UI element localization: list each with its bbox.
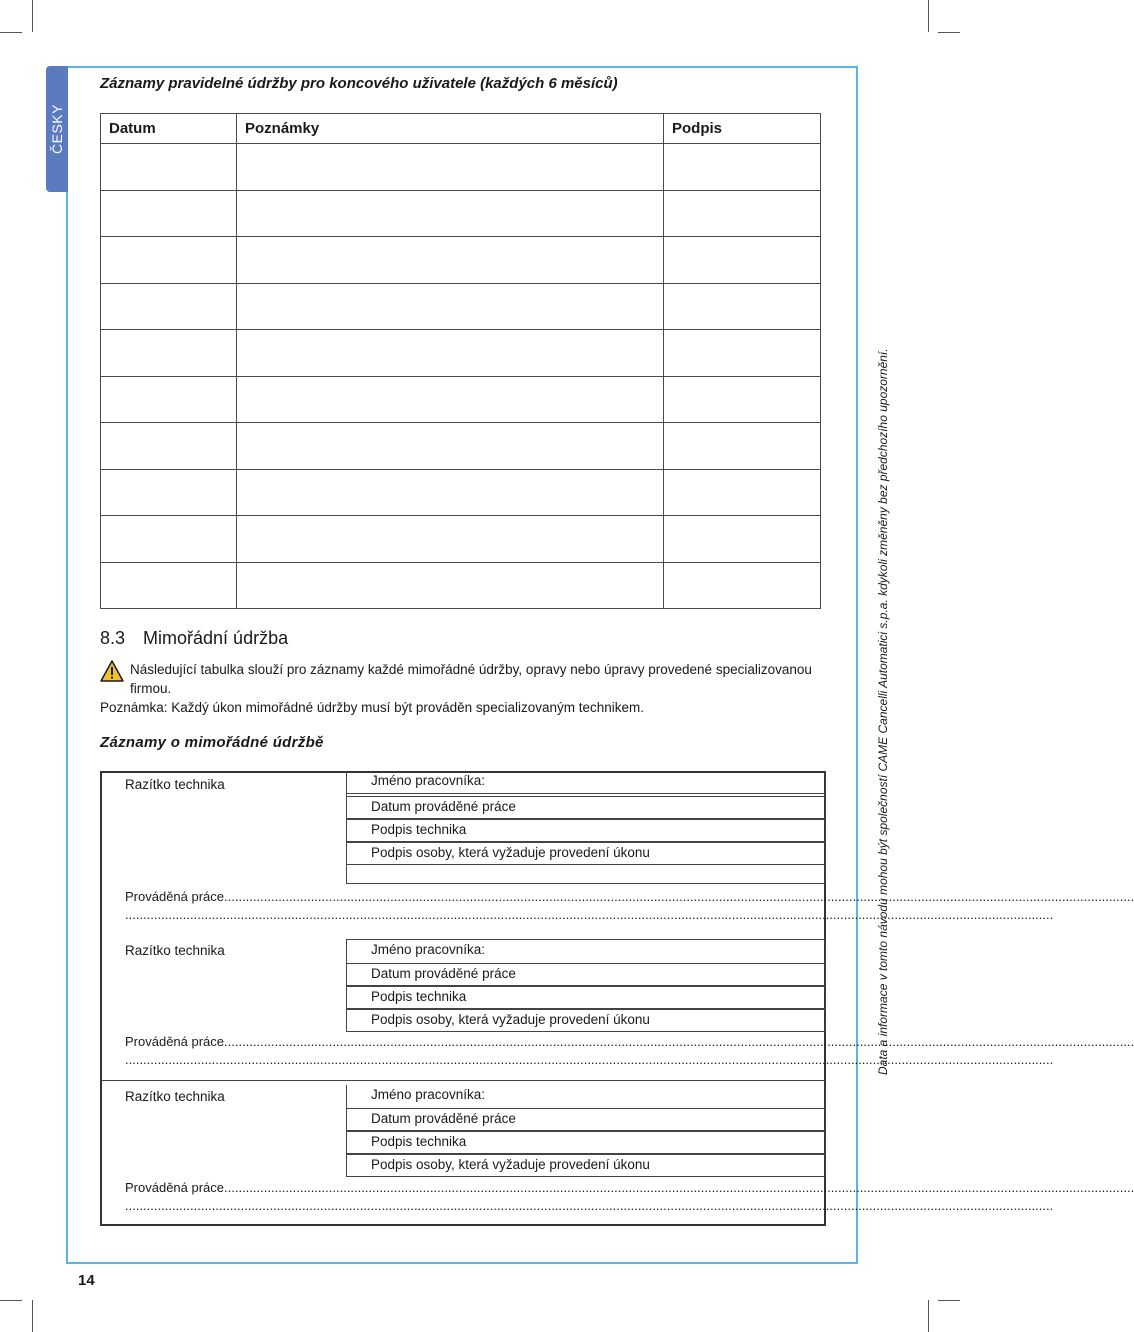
performed-work-line[interactable] xyxy=(125,1034,1134,1049)
section-title: Mimořádní údržba xyxy=(143,628,289,648)
performed-work-line-2[interactable]: ................................................................................................................................................................................................................................................................. xyxy=(125,907,1054,922)
table-cell[interactable] xyxy=(237,144,664,191)
stamp-label: Razítko technika xyxy=(125,1089,225,1104)
performed-work-line-2[interactable]: ................................................................................................................................................................................................................................................................. xyxy=(125,1198,1054,1213)
table-cell[interactable] xyxy=(101,237,237,284)
block-separator xyxy=(100,1080,826,1081)
table-cell[interactable] xyxy=(237,376,664,423)
table-cell[interactable] xyxy=(101,376,237,423)
crop-mark xyxy=(0,32,22,33)
table-row xyxy=(101,469,821,516)
column-header-notes: Poznámky xyxy=(237,114,664,144)
stamp-label: Razítko technika xyxy=(125,777,225,792)
table-cell[interactable] xyxy=(237,330,664,377)
field-work-date[interactable]: Datum prováděné práce xyxy=(346,1108,826,1131)
field-requester-signature[interactable]: Podpis osoby, která vyžaduje provedení úkonu xyxy=(346,1009,826,1032)
field-worker-name[interactable]: Jméno pracovníka: xyxy=(346,1085,826,1109)
table-cell[interactable] xyxy=(664,144,821,191)
dot-leader: ............................................................................................................................................................................................................................................................ xyxy=(224,889,1134,904)
performed-work-label: Prováděná práce xyxy=(125,1180,225,1195)
extraordinary-register-title: Záznamy o mimořádné údržbě xyxy=(100,734,324,751)
section-text-line2: firmou. xyxy=(130,681,172,696)
crop-mark xyxy=(0,1300,22,1301)
periodic-register-title: Záznamy pravidelné údržby pro koncového uživatele (každých 6 měsíců) xyxy=(100,75,618,92)
dot-leader: ............................................................................................................................................................................................................................................................ xyxy=(224,1034,1134,1049)
section-text-line1: Následující tabulka slouží pro záznamy každé mimořádné údržby, opravy nebo úpravy provedené specializovanou xyxy=(130,662,812,677)
table-cell[interactable] xyxy=(237,283,664,330)
field-technician-signature[interactable]: Podpis technika xyxy=(346,1131,826,1154)
field-worker-name[interactable]: Jméno pracovníka: xyxy=(346,771,826,794)
warning-triangle-icon xyxy=(100,660,124,682)
crop-mark xyxy=(928,1300,929,1332)
periodic-register-table xyxy=(100,113,821,609)
table-cell[interactable] xyxy=(664,469,821,516)
table-row xyxy=(101,330,821,377)
field-requester-signature[interactable]: Podpis osoby, která vyžaduje provedení úkonu xyxy=(346,842,826,865)
table-cell[interactable] xyxy=(664,237,821,284)
table-row xyxy=(101,283,821,330)
table-row xyxy=(101,237,821,284)
section-note: Poznámka: Každý úkon mimořádné údržby musí být prováděn specializovaným technikem. xyxy=(100,700,645,715)
stamp-label: Razítko technika xyxy=(125,943,225,958)
table-cell[interactable] xyxy=(664,283,821,330)
field-worker-name[interactable]: Jméno pracovníka: xyxy=(346,939,826,964)
field-work-date[interactable]: Datum prováděné práce xyxy=(346,796,826,819)
table-row xyxy=(101,376,821,423)
table-cell[interactable] xyxy=(664,330,821,377)
table-cell[interactable] xyxy=(101,330,237,377)
column-header-date: Datum xyxy=(101,114,237,144)
table-cell[interactable] xyxy=(237,423,664,470)
field-technician-signature[interactable]: Podpis technika xyxy=(346,819,826,842)
table-cell[interactable] xyxy=(237,516,664,563)
table-cell[interactable] xyxy=(101,144,237,191)
table-cell[interactable] xyxy=(101,283,237,330)
section-heading xyxy=(100,628,288,649)
field-requester-signature[interactable]: Podpis osoby, která vyžaduje provedení úkonu xyxy=(346,1154,826,1177)
table-cell[interactable] xyxy=(664,562,821,609)
side-disclaimer: Data a informace v tomto návodu mohou být společností CAME Cancelli Automatici s.p.a. kdykoli změněny bez předchozího upozornění. xyxy=(876,348,890,1075)
table-row xyxy=(101,144,821,191)
performed-work-line[interactable] xyxy=(125,889,1134,904)
field-work-date[interactable]: Datum prováděné práce xyxy=(346,963,826,986)
table-row xyxy=(101,516,821,563)
crop-mark xyxy=(32,0,33,32)
field-row-blank[interactable] xyxy=(346,862,826,884)
language-tab-label: ČESKY xyxy=(49,104,65,154)
table-cell[interactable] xyxy=(101,190,237,237)
table-cell[interactable] xyxy=(101,469,237,516)
crop-mark xyxy=(938,1300,960,1301)
table-row xyxy=(101,190,821,237)
table-cell[interactable] xyxy=(664,516,821,563)
table-cell[interactable] xyxy=(237,237,664,284)
crop-mark xyxy=(32,1300,33,1332)
table-cell[interactable] xyxy=(237,190,664,237)
table-cell[interactable] xyxy=(664,423,821,470)
table-cell[interactable] xyxy=(237,469,664,516)
column-header-signature: Podpis xyxy=(664,114,821,144)
crop-mark xyxy=(938,32,960,33)
table-header-row xyxy=(101,114,821,144)
table-cell[interactable] xyxy=(237,562,664,609)
section-number: 8.3 xyxy=(100,628,126,648)
dot-leader: ............................................................................................................................................................................................................................................................ xyxy=(224,1180,1134,1195)
table-row xyxy=(101,423,821,470)
language-tab-label-wrap xyxy=(46,66,68,192)
performed-work-label: Prováděná práce xyxy=(125,1034,225,1049)
performed-work-line[interactable] xyxy=(125,1180,1134,1195)
table-cell[interactable] xyxy=(101,516,237,563)
crop-mark xyxy=(928,0,929,32)
performed-work-label: Prováděná práce xyxy=(125,889,225,904)
table-cell[interactable] xyxy=(101,562,237,609)
table-cell[interactable] xyxy=(101,423,237,470)
field-technician-signature[interactable]: Podpis technika xyxy=(346,986,826,1009)
table-row xyxy=(101,562,821,609)
page-number: 14 xyxy=(78,1272,95,1289)
table-cell[interactable] xyxy=(664,190,821,237)
table-cell[interactable] xyxy=(664,376,821,423)
performed-work-line-2[interactable]: ................................................................................................................................................................................................................................................................. xyxy=(125,1052,1054,1067)
